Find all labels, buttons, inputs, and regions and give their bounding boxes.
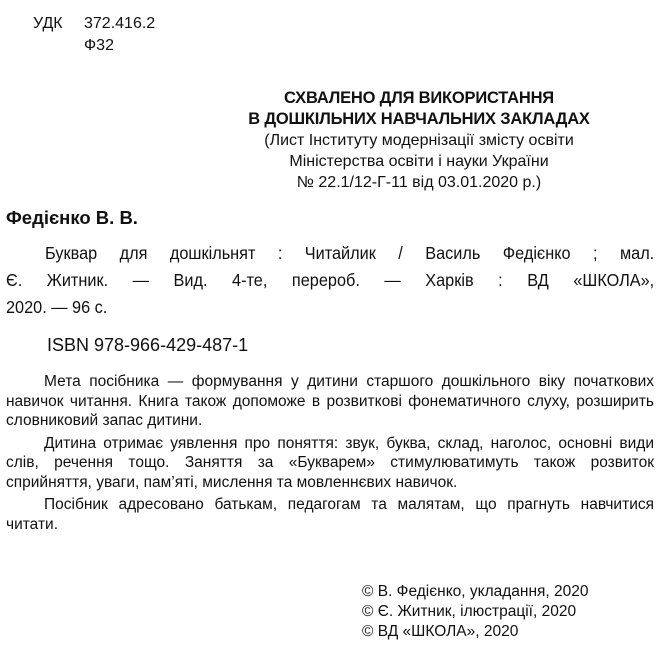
annotation-paragraph: Посібник адресовано батькам, педагогам та малятам, що прагнуть навчитися читати. <box>6 496 654 533</box>
annotation <box>6 372 654 534</box>
author-heading: Федієнко В. В. <box>6 207 138 228</box>
annotation-paragraph: Дитина отримає уявлення про поняття: звук, буква, склад, наголос, основні види слів, речення тощо. Заняття за «Букварем» стимулюватимуть також розвиток сприйняття, уваги, пам’яті, мислення та мовленнєвих навичок. <box>6 434 654 491</box>
approval-line-4: Міністерства освіти і науки України <box>289 153 549 170</box>
biblio-line-2: Є. Житник. — Вид. 4-те, перероб. — Харків : ВД «ШКОЛА», <box>6 270 655 290</box>
copyright-illustrator: © Є. Житник, ілюстрації, 2020 <box>362 603 577 620</box>
bibliographic-description <box>6 240 654 321</box>
copyright-author: © В. Федієнко, укладання, 2020 <box>362 583 589 600</box>
approval-line-1: СХВАЛЕНО ДЛЯ ВИКОРИСТАННЯ <box>284 89 554 107</box>
copyright-publisher: © ВД «ШКОЛА», 2020 <box>362 623 519 640</box>
annotation-paragraph: Мета посібника — формування у дитини старшого дошкільного віку початкових навичок читання. Книга також допоможе в розвиткові фонематичного слуху, розширить словниковий запас дитини. <box>6 373 654 429</box>
approval-line-2: В ДОШКІЛЬНИХ НАВЧАЛЬНИХ ЗАКЛАДАХ <box>248 110 590 128</box>
udk-label: УДК <box>33 15 63 32</box>
approval-line-3: (Лист Інституту модернізації змісту освіти <box>264 132 574 149</box>
approval-block <box>188 88 650 193</box>
approval-line-5: № 22.1/12-Г-11 від 03.01.2020 р.) <box>296 174 542 191</box>
udk-code: 372.416.2 <box>84 15 156 32</box>
isbn: ISBN 978-966-429-487-1 <box>47 335 249 355</box>
biblio-line-1: Буквар для дошкільнят : Читайлик / Василь Федієнко ; мал. <box>45 243 655 263</box>
copyright-block <box>362 582 589 642</box>
author-mark: Ф32 <box>84 37 114 54</box>
biblio-line-3: 2020. — 96 с. <box>6 297 108 317</box>
